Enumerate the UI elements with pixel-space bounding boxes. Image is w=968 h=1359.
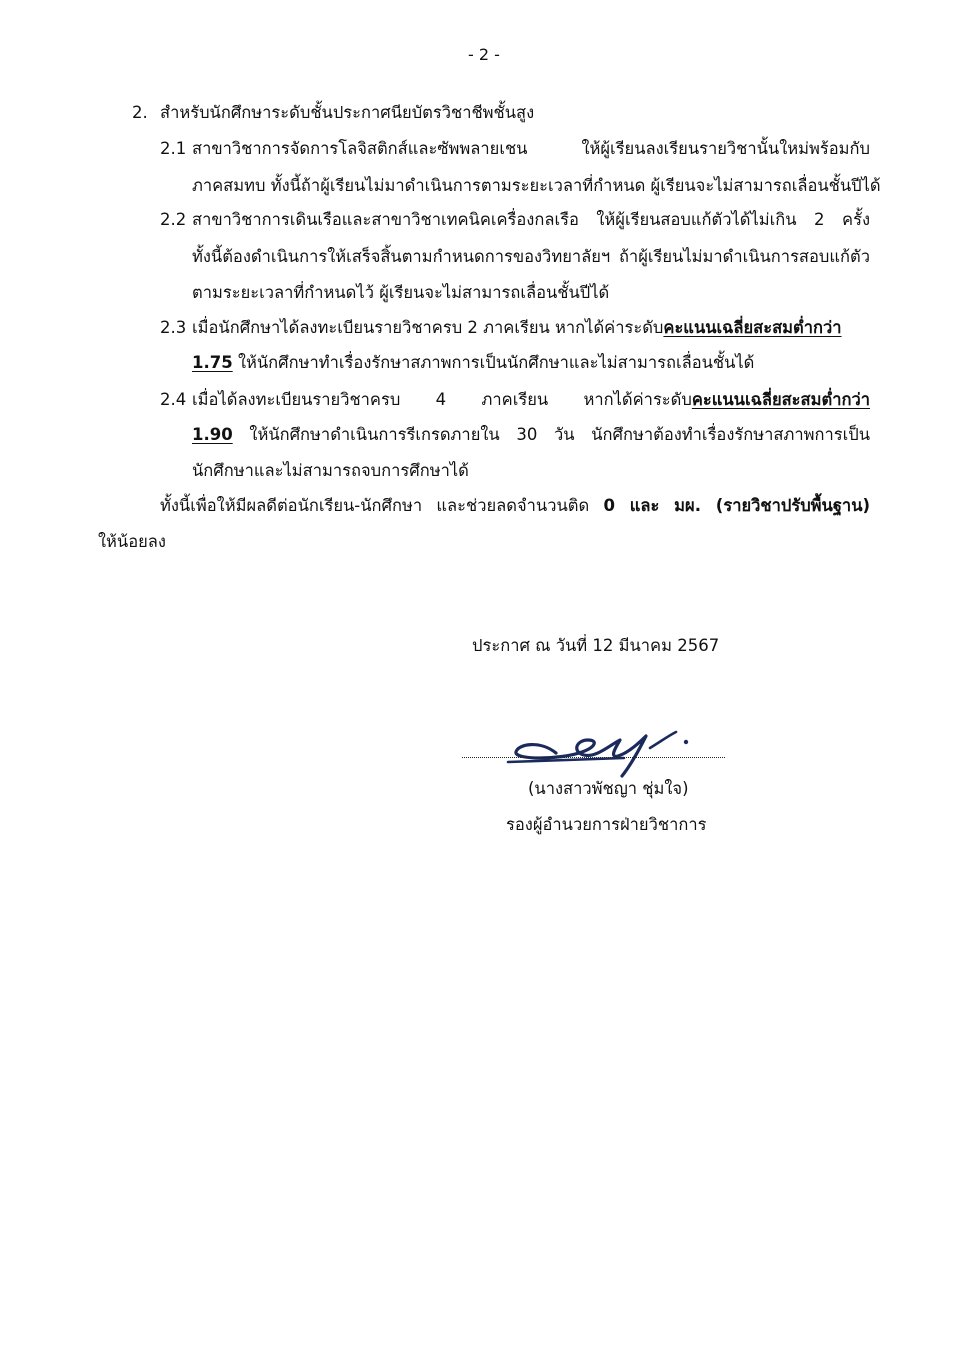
- gpa-threshold-label: คะแนนเฉลี่ยสะสมต่ำกว่า: [663, 318, 842, 337]
- closing-line-2: ให้น้อยลง: [98, 532, 166, 551]
- item-2-1-line-1: สาขาวิชาการจัดการโลจิสติกส์และซัพพลายเชน ให้ผู้เรียนลงเรียนรายวิชานั้นใหม่พร้อมกับ: [192, 139, 870, 158]
- closing-line-1: [160, 495, 870, 517]
- item-2-4-line-2: [192, 424, 870, 446]
- item-2-2-number: 2.2: [160, 210, 187, 229]
- item-2-4-line-3: นักศึกษาและไม่สามารถจบการศึกษาได้: [192, 461, 469, 480]
- item-2-3-line-1: [192, 317, 840, 339]
- item-2-1-number: 2.1: [160, 139, 187, 158]
- signature-image: [500, 718, 710, 778]
- closing-bold: 0 และ มผ. (รายวิชาปรับพื้นฐาน): [603, 496, 871, 515]
- announcement-date: ประกาศ ณ วันที่ 12 มีนาคม 2567: [472, 636, 720, 655]
- item-2-3-line-2: [192, 352, 754, 374]
- signer-name: (นางสาวพัชญา ชุ่มใจ): [528, 779, 689, 798]
- signer-position: รองผู้อำนวยการฝ่ายวิชาการ: [506, 815, 707, 834]
- item-2-3-number: 2.3: [160, 318, 187, 337]
- closing-text: ทั้งนี้เพื่อให้มีผลดีต่อนักเรียน-นักศึกษา และช่วยลดจำนวนติด: [160, 496, 604, 515]
- item-2-3-text-2: ให้นักศึกษาทำเรื่องรักษาสภาพการเป็นนักศึกษาและไม่สามารถเลื่อนชั้นได้: [232, 353, 755, 372]
- item-2-4-text-2: ให้นักศึกษาดำเนินการรีเกรดภายใน 30 วัน นักศึกษาต้องทำเรื่องรักษาสภาพการเป็น: [232, 425, 870, 444]
- page-number: - 2 -: [468, 45, 500, 64]
- item-2-2-line-3: ตามระยะเวลาที่กำหนดไว้ ผู้เรียนจะไม่สามารถเลื่อนชั้นปีได้: [192, 283, 610, 302]
- item-2-3-text: เมื่อนักศึกษาได้ลงทะเบียนรายวิชาครบ 2 ภาคเรียน หากได้ค่าระดับ: [192, 318, 664, 337]
- item-2-2-line-1: สาขาวิชาการเดินเรือและสาขาวิชาเทคนิคเครื่องกลเรือ ให้ผู้เรียนสอบแก้ตัวได้ไม่เกิน 2 ครั้ง: [192, 210, 870, 229]
- item-2-1-line-2: ภาคสมทบ ทั้งนี้ถ้าผู้เรียนไม่มาดำเนินการตามระยะเวลาที่กำหนด ผู้เรียนจะไม่สามารถเลื่อนชั้นปีได้: [192, 176, 881, 195]
- gpa-value-1-90: 1.90: [192, 425, 233, 444]
- item-2-4-number: 2.4: [160, 390, 187, 409]
- section-heading: สำหรับนักศึกษาระดับชั้นประกาศนียบัตรวิชาชีพชั้นสูง: [160, 103, 535, 122]
- section-number: 2.: [132, 103, 148, 122]
- item-2-4-line-1: [192, 389, 870, 411]
- item-2-4-text: เมื่อได้ลงทะเบียนรายวิชาครบ 4 ภาคเรียน หากได้ค่าระดับ: [192, 390, 692, 409]
- gpa-threshold-label-2: คะแนนเฉลี่ยสะสมต่ำกว่า: [691, 390, 870, 409]
- gpa-value-1-75: 1.75: [192, 353, 233, 372]
- signature-line: [462, 757, 725, 758]
- item-2-2-line-2: ทั้งนี้ต้องดำเนินการให้เสร็จสิ้นตามกำหนดการของวิทยาลัยฯ ถ้าผู้เรียนไม่มาดำเนินการสอบแก้ตัว: [192, 247, 870, 266]
